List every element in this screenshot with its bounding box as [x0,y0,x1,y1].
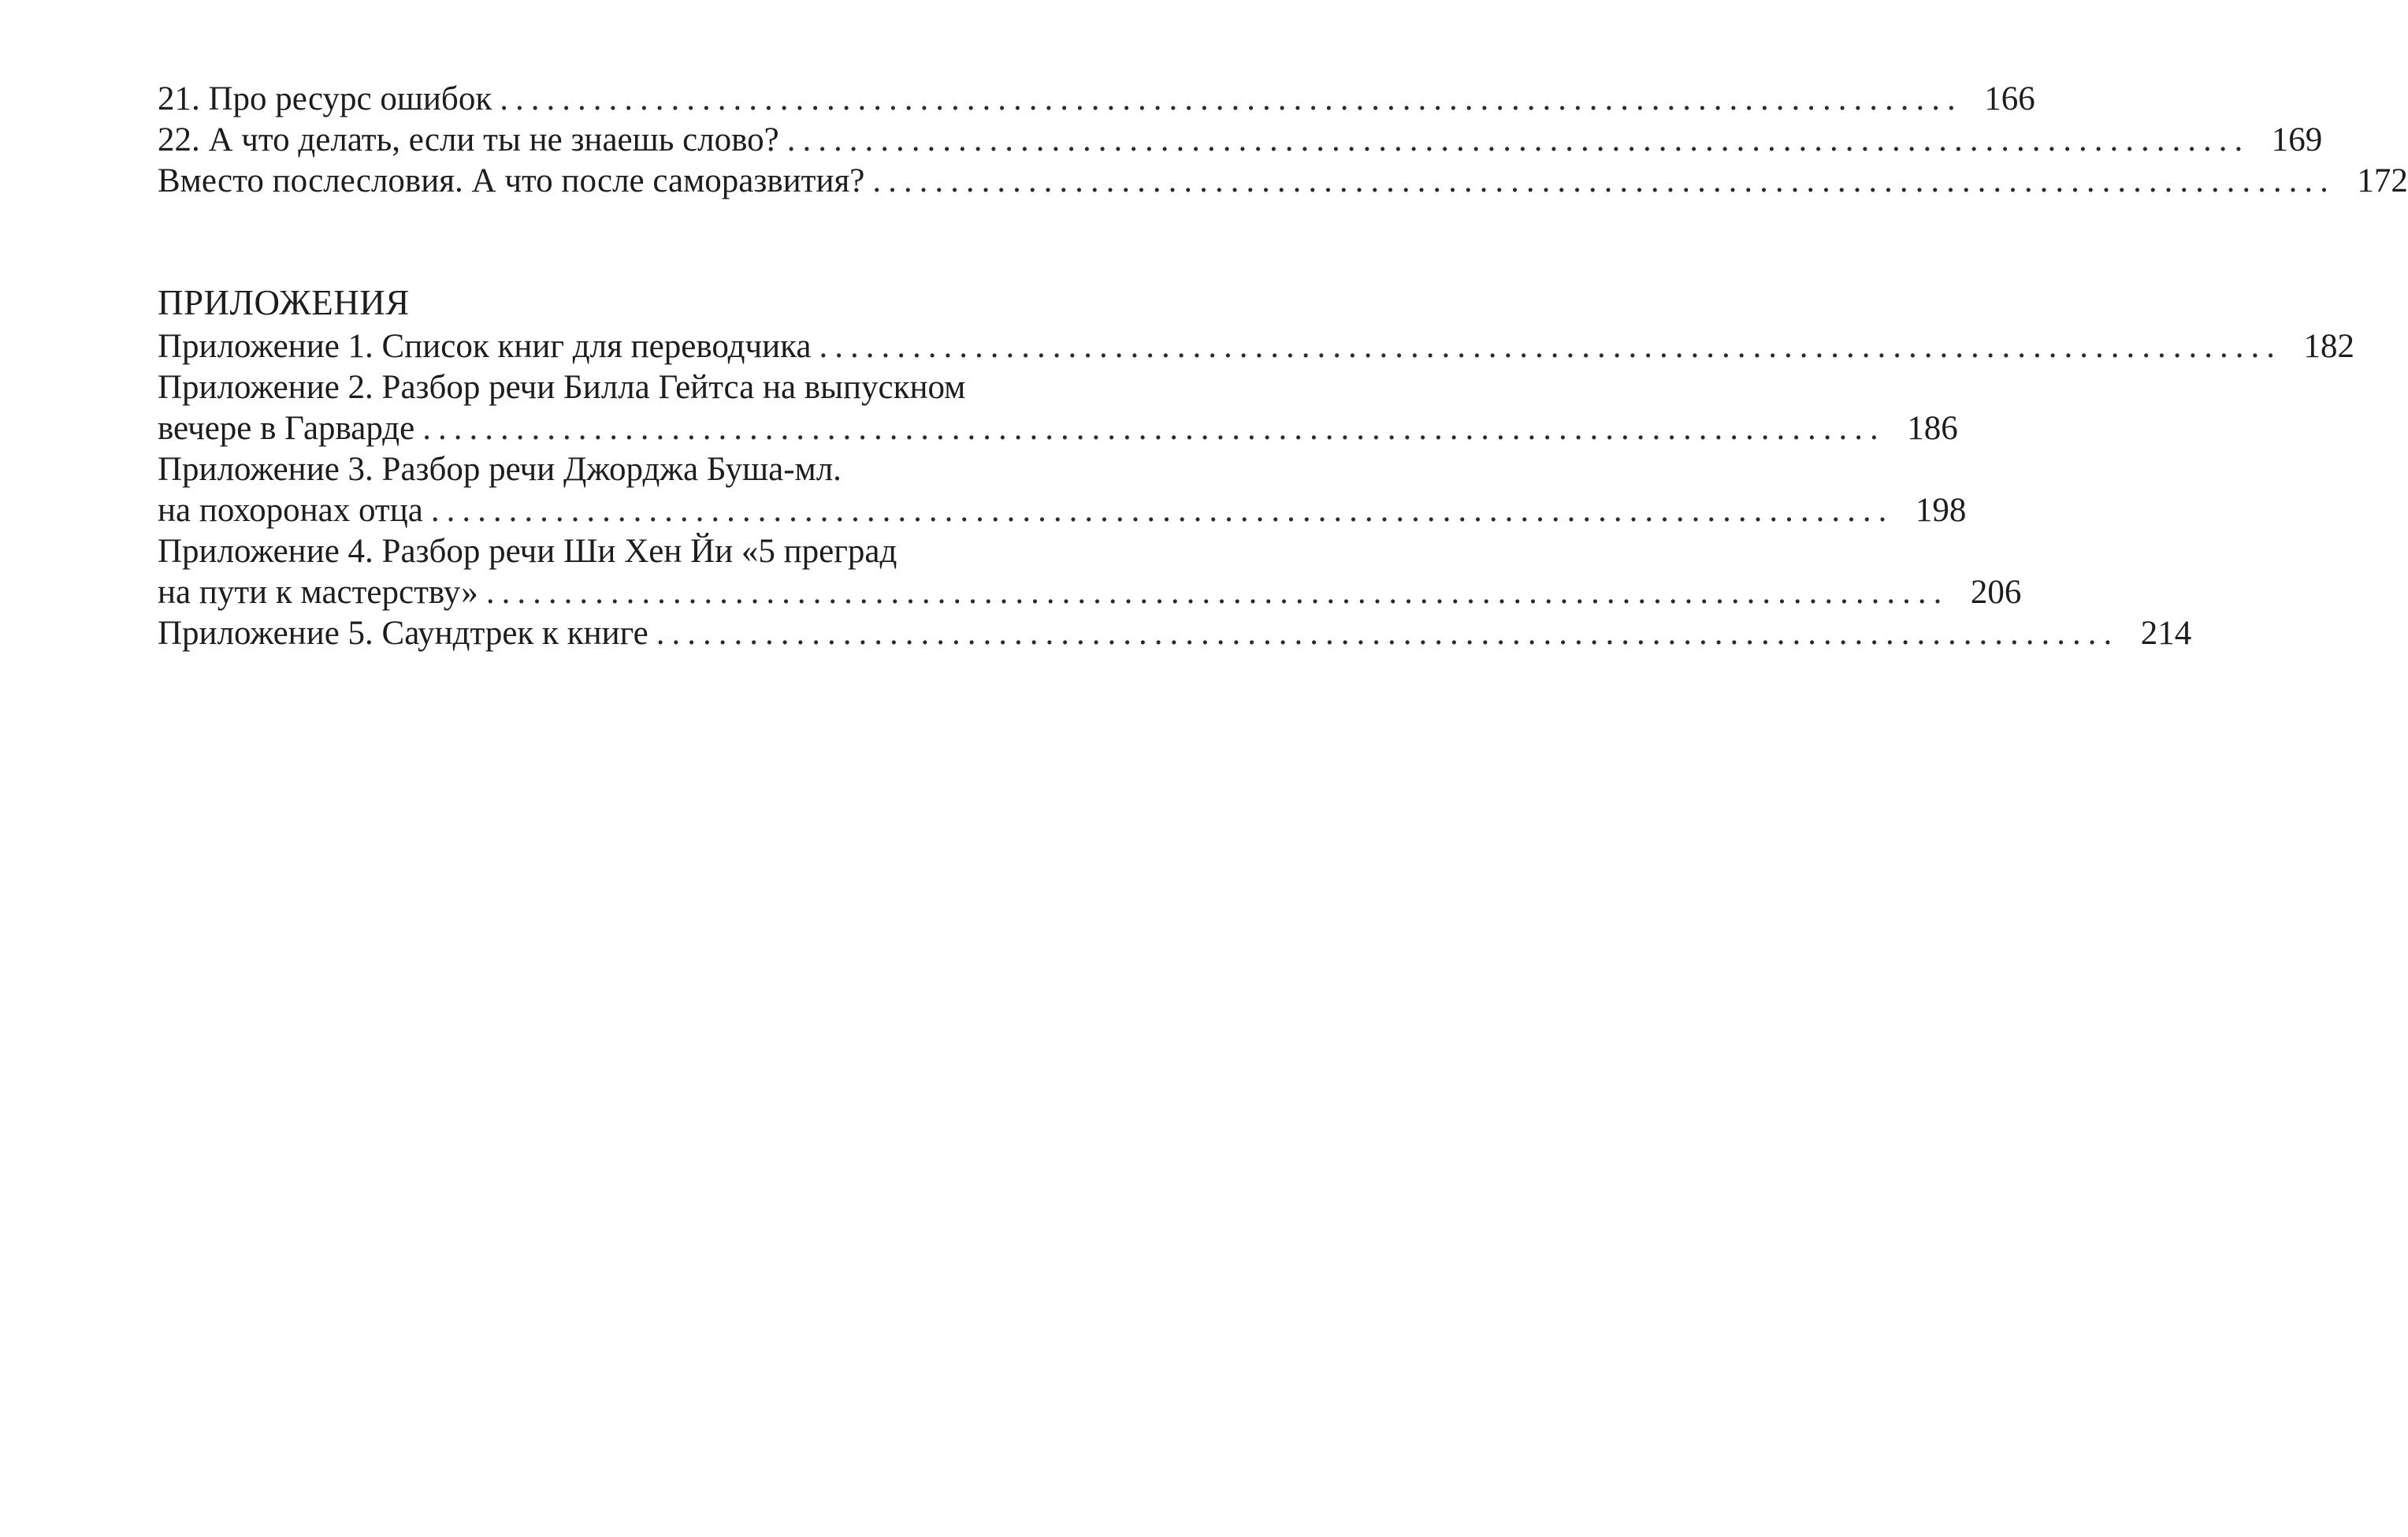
leader-dots: .............................................................................................. [422,410,1886,447]
appendices-heading: ПРИЛОЖЕНИЯ [158,283,410,322]
toc-entry-title-continuation: вечере в Гарварде [158,410,415,447]
leader-dots: .............................................................................................. [872,162,2336,199]
leader-dots: .............................................................................................. [819,328,2282,365]
toc-entry-title: Приложение 1. Список книг для переводчика [158,328,812,365]
toc-page-number: 172 [2357,162,2408,199]
toc-page-number: 182 [2303,328,2354,365]
toc-page-number: 214 [2140,615,2192,652]
toc-entry [158,161,2408,202]
table-of-contents-chapters [158,79,2408,202]
toc-entry-title: Приложение 2. Разбор речи Билла Гейтса на выпускном [158,369,966,406]
table-of-contents-appendices [158,282,2354,654]
toc-entry-title: Приложение 3. Разбор речи Джорджа Буша-мл. [158,451,842,488]
toc-entry [158,613,2192,654]
toc-entry-title: Приложение 5. Саундтрек к книге [158,615,648,652]
toc-page-number: 166 [1984,80,2035,117]
leader-dots: .............................................................................................. [485,574,1949,611]
toc-entry [158,79,2035,120]
toc-entry [158,367,1958,449]
leader-dots: .............................................................................................. [786,121,2250,158]
toc-entry-title: 22. А что делать, если ты не знаешь слово? [158,121,779,158]
leader-dots: .............................................................................................. [500,80,1963,117]
toc-entry [158,531,2022,613]
toc-page-number: 169 [2271,121,2323,158]
leader-dots: .............................................................................................. [430,492,1894,529]
toc-entry [158,449,1967,531]
toc-entry-title: 21. Про ресурс ошибок [158,80,492,117]
toc-entry-title-continuation: на похоронах отца [158,492,423,529]
toc-entry-title: Приложение 4. Разбор речи Ши Хен Йи «5 преград [158,533,897,570]
toc-entry-title-continuation: на пути к мастерству» [158,574,478,611]
toc-entry-title: Вместо послесловия. А что после саморазвития? [158,162,865,199]
toc-page-number: 206 [1970,574,2022,611]
leader-dots: .............................................................................................. [656,615,2120,652]
toc-page-number: 198 [1915,492,1967,529]
toc-page-number: 186 [1907,410,1958,447]
toc-entry [158,326,2354,367]
toc-entry [158,120,2323,161]
